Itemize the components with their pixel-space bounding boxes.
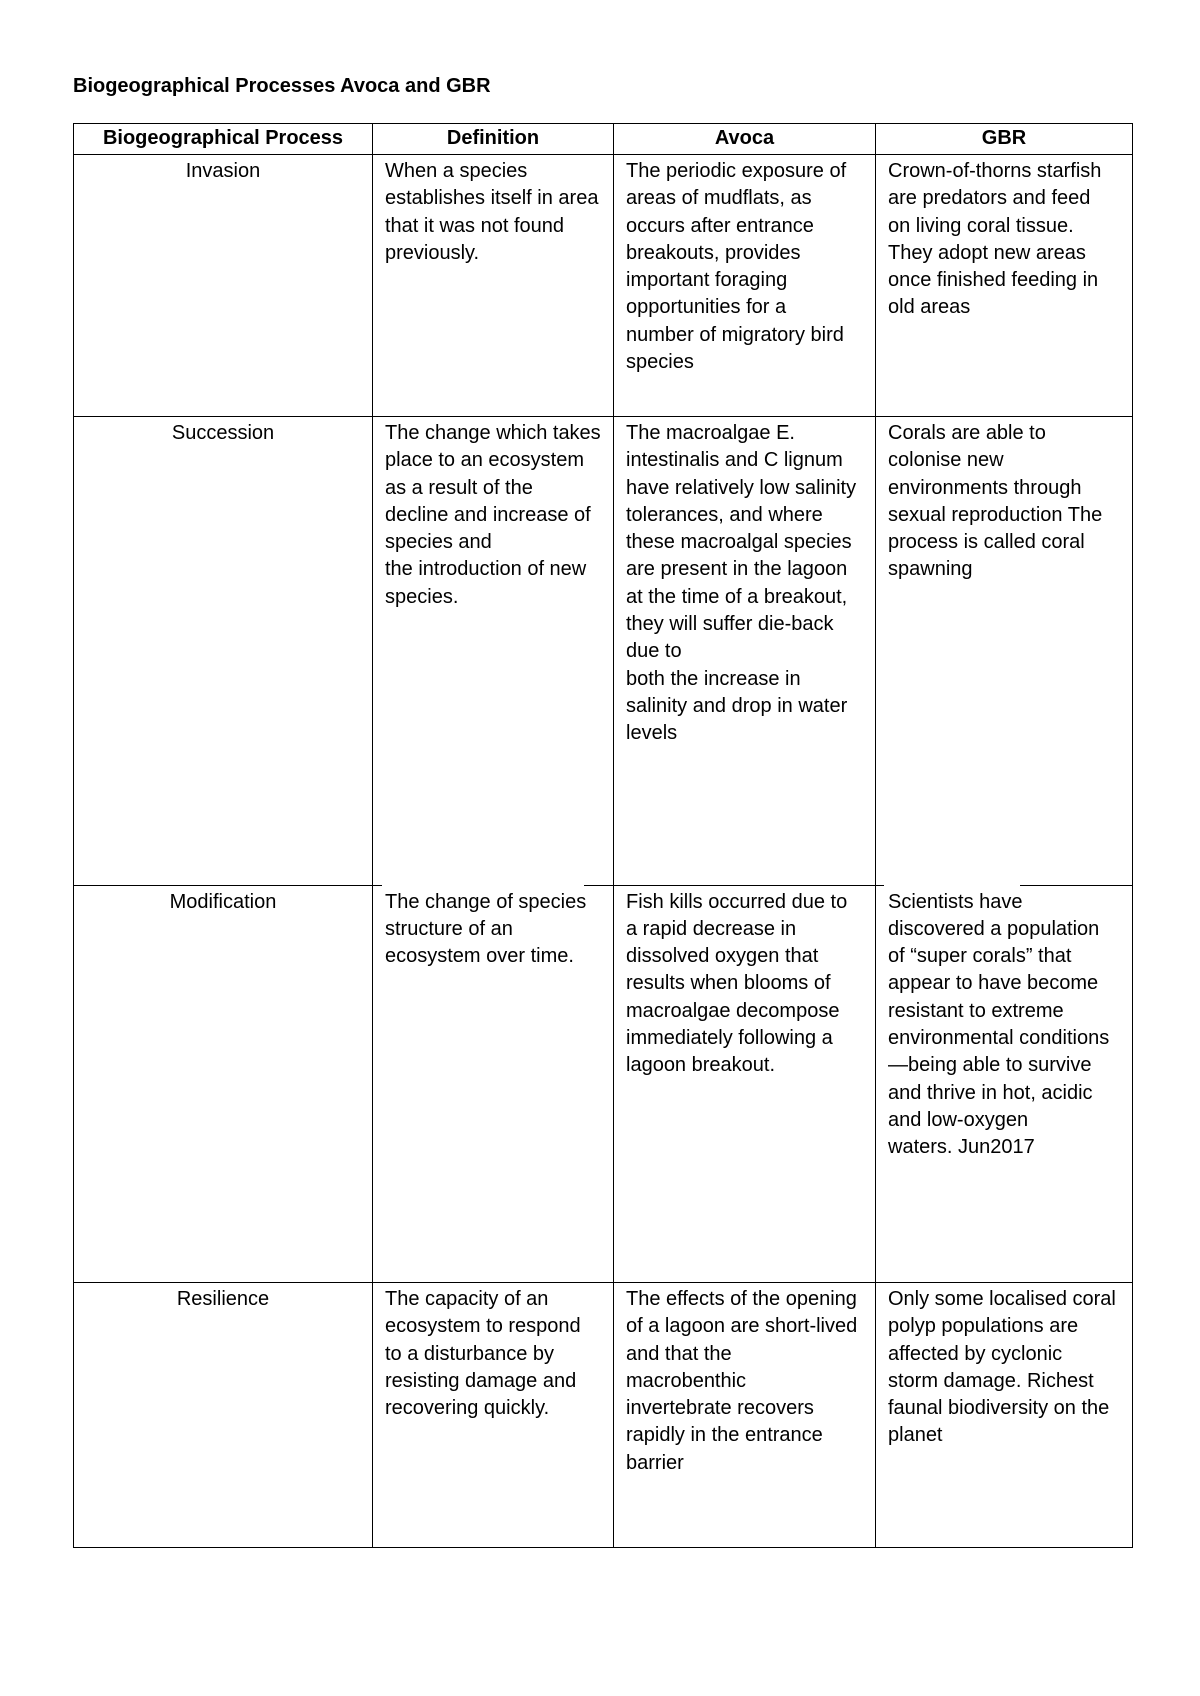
table-container <box>73 123 1132 1548</box>
table-row-modification <box>74 886 1133 1283</box>
cell-avoca: Fish kills occurred due to a rapid decrease in dissolved oxygen that results when blooms of macroalgae decompose immediately following a lagoon breakout. <box>614 886 876 1283</box>
cell-gbr: Corals are able to colonise new environments through sexual reproduction The process is called coral spawning <box>876 417 1133 886</box>
cell-process: Invasion <box>74 155 373 417</box>
biogeographical-process-table <box>73 123 1133 1548</box>
cell-gbr: Scientists have discovered a population of “super corals” that appear to have become resistant to extreme environmental conditions —being able to survive and thrive in hot, acidic and low-oxygen waters. Jun2017 <box>876 886 1133 1283</box>
column-header-process: Biogeographical Process <box>74 124 373 155</box>
cell-process: Succession <box>74 417 373 886</box>
cell-definition: The capacity of an ecosystem to respond to a disturbance by resisting damage and recovering quickly. <box>373 1283 614 1548</box>
cell-definition: The change which takes place to an ecosystem as a result of the decline and increase of species and the introduction of new species. <box>373 417 614 886</box>
cell-avoca: The macroalgae E. intestinalis and C lignum have relatively low salinity tolerances, and where these macroalgal species are present in the lagoon at the time of a breakout, they will suffer die-back due to both the increase in salinity and drop in water levels <box>614 417 876 886</box>
cell-gbr: Crown-of-thorns starfish are predators and feed on living coral tissue. They adopt new areas once finished feeding in old areas <box>876 155 1133 417</box>
cell-definition: When a species establishes itself in area that it was not found previously. <box>373 155 614 417</box>
table-rule-segment <box>73 885 382 886</box>
table-rule-segment <box>1020 885 1132 886</box>
cell-avoca: The periodic exposure of areas of mudflats, as occurs after entrance breakouts, provides important foraging opportunities for a number of migratory bird species <box>614 155 876 417</box>
cell-process: Modification <box>74 886 373 1283</box>
table-row-succession <box>74 417 1133 886</box>
table-row-resilience <box>74 1283 1133 1548</box>
table-header-row <box>74 124 1133 155</box>
cell-definition: The change of species structure of an ecosystem over time. <box>373 886 614 1283</box>
cell-process: Resilience <box>74 1283 373 1548</box>
cell-avoca: The effects of the opening of a lagoon are short-lived and that the macrobenthic invertebrate recovers rapidly in the entrance barrier <box>614 1283 876 1548</box>
column-header-avoca: Avoca <box>614 124 876 155</box>
column-header-gbr: GBR <box>876 124 1133 155</box>
column-header-definition: Definition <box>373 124 614 155</box>
cell-gbr: Only some localised coral polyp populations are affected by cyclonic storm damage. Richest faunal biodiversity on the planet <box>876 1283 1133 1548</box>
table-row-invasion <box>74 155 1133 417</box>
page-title: Biogeographical Processes Avoca and GBR <box>73 75 491 97</box>
table-rule-segment <box>584 885 884 886</box>
